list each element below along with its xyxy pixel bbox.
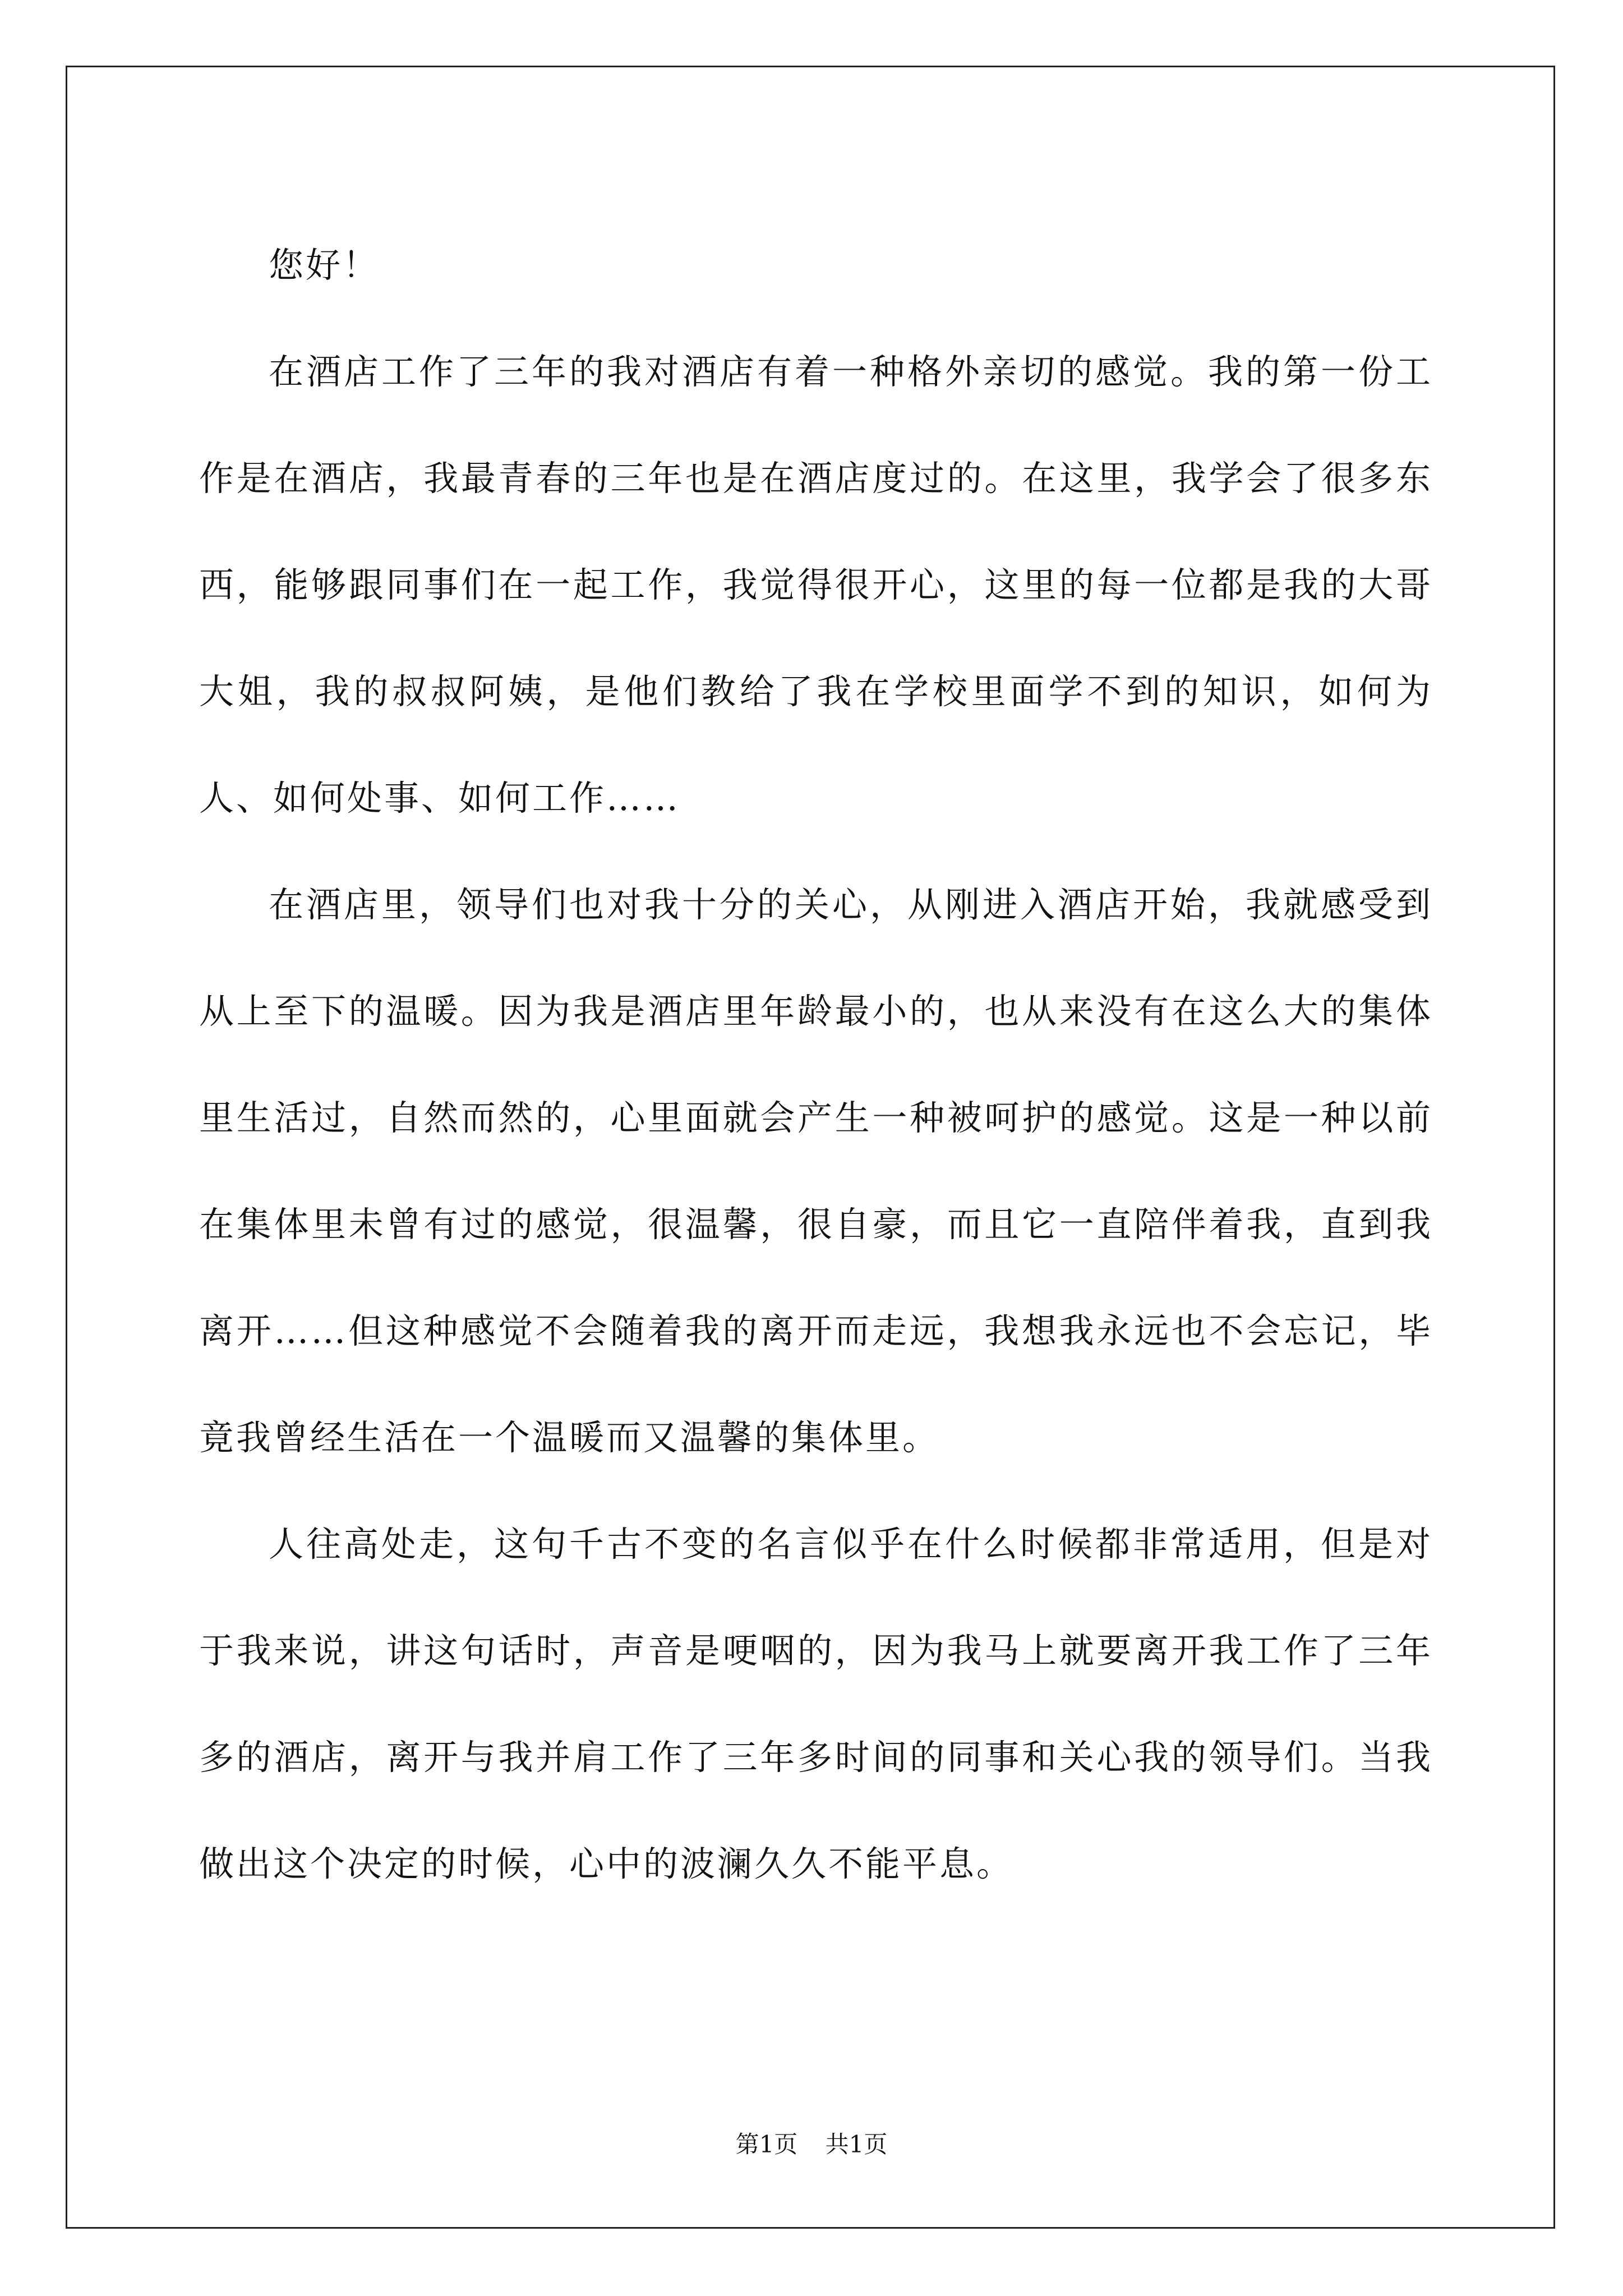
page-footer <box>0 2126 1623 2160</box>
document-body <box>199 212 1433 1917</box>
paragraph-1: 在酒店工作了三年的我对酒店有着一种格外亲切的感觉。我的第一份工作是在酒店，我最青春的三年也是在酒店度过的。在这里，我学会了很多东西，能够跟同事们在一起工作，我觉得很开心，这里的每一位都是我的大哥大姐，我的叔叔阿姨，是他们教给了我在学校里面学不到的知识，如何为人、如何处事、如何工作…… <box>199 351 1433 818</box>
page-number-total: 共1页 <box>825 2131 888 2158</box>
page-number-current: 第1页 <box>735 2131 798 2158</box>
greeting: 您好！ <box>269 245 380 286</box>
paragraph-3: 人往高处走，这句千古不变的名言似乎在什么时候都非常适用，但是对于我来说，讲这句话时，声音是哽咽的，因为我马上就要离开我工作了三年多的酒店，离开与我并肩工作了三年多时间的同事和关心我的领导们。当我做出这个决定的时候，心中的波澜久久不能平息。 <box>199 1524 1433 1884</box>
paragraph-2: 在酒店里，领导们也对我十分的关心，从刚进入酒店开始，我就感受到从上至下的温暖。因为我是酒店里年龄最小的，也从来没有在这么大的集体里生活过，自然而然的，心里面就会产生一种被呵护的感觉。这是一种以前在集体里未曾有过的感觉，很温馨，很自豪，而且它一直陪伴着我，直到我离开……但这种感觉不会随着我的离开而走远，我想我永远也不会忘记，毕竟我曾经生活在一个温暖而又温馨的集体里。 <box>199 884 1433 1458</box>
